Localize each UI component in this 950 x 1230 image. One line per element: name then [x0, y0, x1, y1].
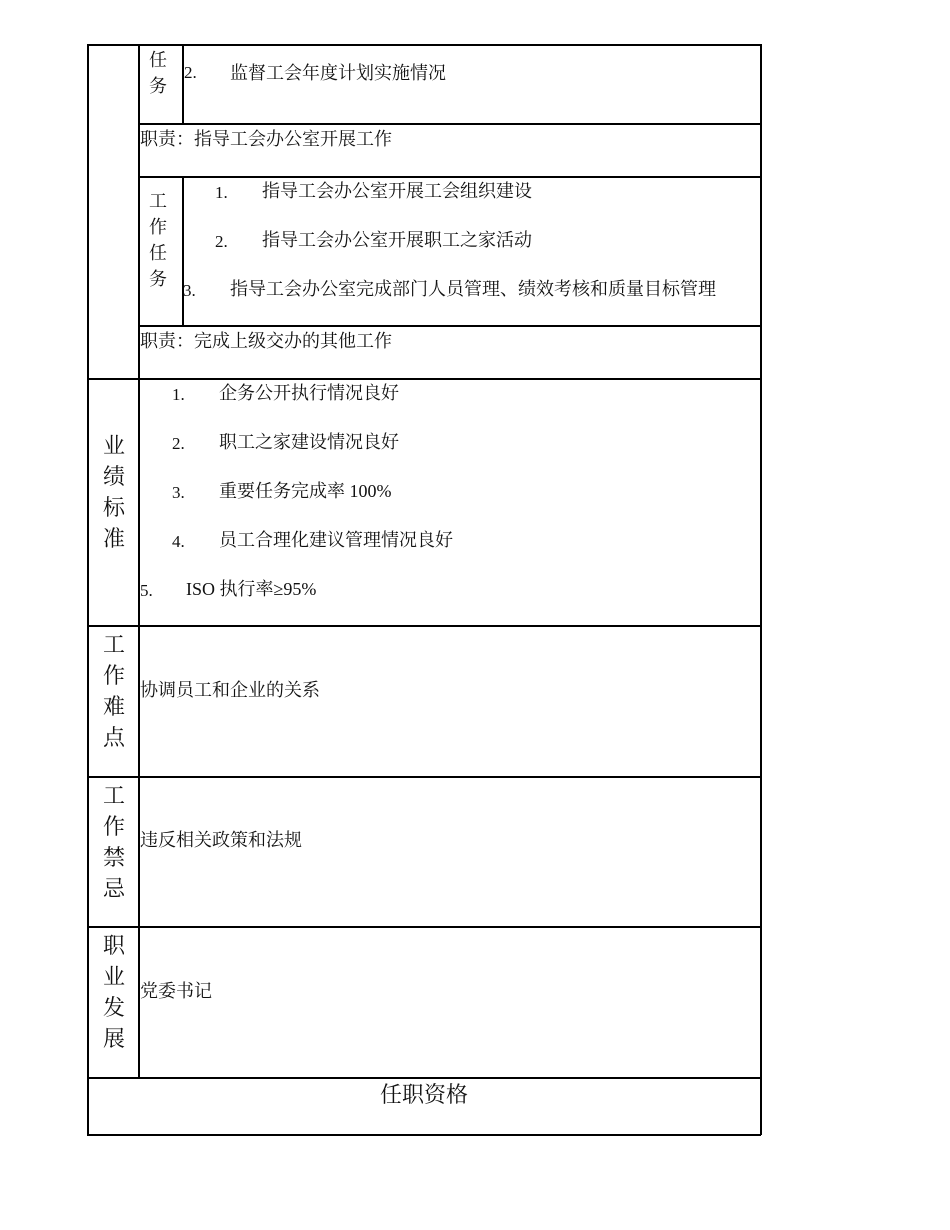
row-divider — [87, 1077, 761, 1079]
row-divider — [87, 625, 761, 627]
performance-item-text: ISO 执行率≥95% — [186, 579, 317, 599]
performance-item-text: 企务公开执行情况良好 — [219, 383, 399, 403]
task-item-number: 2. — [184, 63, 197, 82]
difficulty-label: 工作难点 — [102, 632, 125, 750]
row-divider — [87, 926, 761, 928]
performance-item-number: 1. — [172, 385, 185, 404]
task-item-number: 3. — [183, 281, 196, 300]
row-divider — [139, 176, 761, 178]
row-divider — [139, 325, 761, 327]
performance-item-text: 职工之家建设情况良好 — [219, 432, 399, 452]
performance-label: 业绩标准 — [102, 433, 125, 551]
row-divider — [139, 123, 761, 125]
row-divider — [87, 1134, 761, 1136]
qualification-title: 任职资格 — [379, 1082, 468, 1107]
duty-title: 职责：指导工会办公室开展工作 — [140, 129, 392, 149]
column-divider — [760, 44, 762, 1135]
column-divider — [182, 176, 184, 326]
performance-item-number: 5. — [140, 581, 153, 600]
task-item-text: 监督工会年度计划实施情况 — [230, 63, 446, 83]
task-item-number: 2. — [215, 232, 228, 251]
work-task-label: 工作任务 — [149, 191, 167, 289]
performance-item-number: 2. — [172, 434, 185, 453]
performance-item-number: 3. — [172, 483, 185, 502]
task-item-text: 指导工会办公室开展职工之家活动 — [262, 230, 532, 250]
difficulty-content: 协调员工和企业的关系 — [140, 680, 320, 700]
career-content: 党委书记 — [140, 981, 212, 1001]
column-divider — [87, 44, 89, 1135]
performance-item-text: 员工合理化建议管理情况良好 — [219, 530, 453, 550]
row-divider — [87, 44, 761, 46]
task-label: 任务 — [149, 50, 167, 96]
duty-title: 职责：完成上级交办的其他工作 — [140, 331, 392, 351]
column-divider — [138, 44, 140, 1078]
taboo-content: 违反相关政策和法规 — [140, 830, 302, 850]
column-divider — [182, 44, 184, 124]
task-item-text: 指导工会办公室完成部门人员管理、绩效考核和质量目标管理 — [230, 279, 716, 299]
career-label: 职业发展 — [102, 933, 125, 1051]
task-item-number: 1. — [215, 183, 228, 202]
performance-item-number: 4. — [172, 532, 185, 551]
performance-item-text: 重要任务完成率 100% — [219, 481, 392, 501]
taboo-label: 工作禁忌 — [102, 783, 125, 901]
row-divider — [87, 776, 761, 778]
row-divider — [87, 378, 761, 380]
task-item-text: 指导工会办公室开展工会组织建设 — [262, 181, 532, 201]
